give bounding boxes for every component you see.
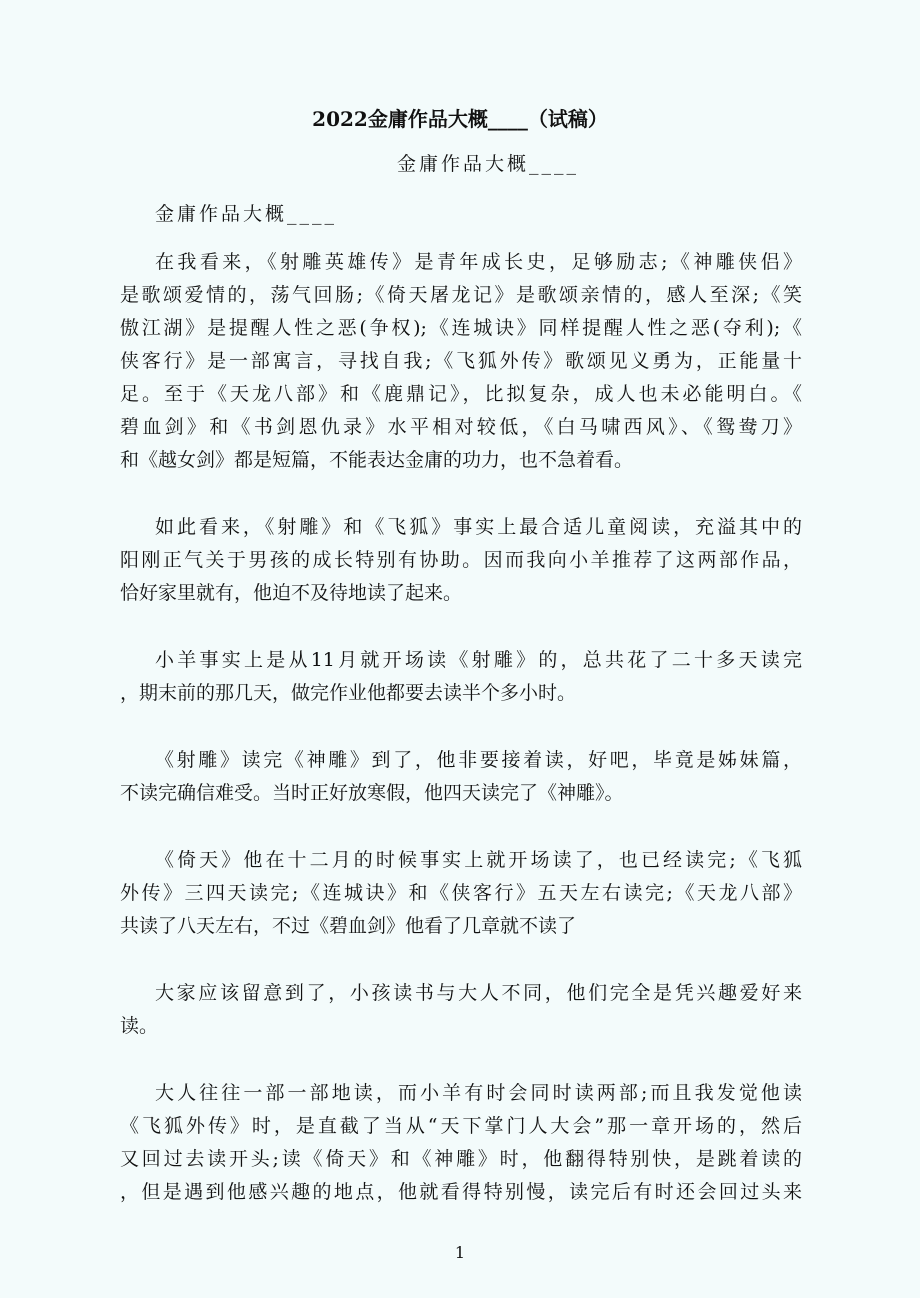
- paragraph: [120, 246, 802, 477]
- text-line: 在我看来，《射雕英雄传》是青年成长史，足够励志;《神雕侠侣》: [155, 251, 802, 273]
- text-line: 碧血剑》和《书剑恩仇录》水平相对较低，《白马啸西风》、《鸳鸯刀》: [120, 416, 802, 438]
- text-line: 《飞狐外传》时，是直截了当从“天下掌门人大会”那一章开场的，然后: [120, 1115, 802, 1137]
- paragraph: [120, 744, 802, 810]
- paragraph: [120, 644, 802, 710]
- text-line: 如此看来，《射雕》和《飞狐》事实上最合适儿童阅读，充溢其中的: [155, 516, 802, 538]
- text-line: 《倚天》他在十二月的时候事实上就开场读了，也已经读完;《飞狐: [155, 849, 802, 871]
- paragraph: [120, 1077, 802, 1209]
- text-line: ，期末前的那几天，做完作业他都要去读半个多小时。: [120, 682, 577, 704]
- text-line: 大人往往一部一部地读，而小羊有时会同时读两部;而且我发觉他读: [155, 1082, 802, 1104]
- text-line: 和《越女剑》都是短篇，不能表达金庸的功力，也不急着看。: [120, 449, 634, 471]
- text-line: 是歌颂爱情的，荡气回肠;《倚天屠龙记》是歌颂亲情的，感人至深;《笑: [120, 284, 802, 306]
- document-title: 2022金庸作品大概____（试稿）: [312, 107, 608, 131]
- text-line: 不读完确信难受。当时正好放寒假，他四天读完了《神雕》。: [120, 782, 624, 804]
- section-heading: 金庸作品大概____: [155, 203, 338, 225]
- paragraph: [120, 511, 802, 610]
- text-line: 小羊事实上是从11月就开场读《射雕》的，总共花了二十多天读完: [155, 649, 802, 671]
- text-line: 大家应该留意到了，小孩读书与大人不同，他们完全是凭兴趣爱好来: [155, 982, 802, 1004]
- text-line: 读。: [120, 1015, 159, 1037]
- text-line: 侠客行》是一部寓言，寻找自我;《飞狐外传》歌颂见义勇为，正能量十: [120, 350, 802, 372]
- paragraph: [120, 977, 802, 1043]
- text-line: 足。至于《天龙八部》和《鹿鼎记》，比拟复杂，成人也未必能明白。《: [120, 383, 802, 405]
- text-line: 恰好家里就有，他迫不及待地读了起来。: [120, 582, 463, 604]
- text-line: 《射雕》读完《神雕》到了，他非要接着读，好吧，毕竟是姊妹篇，: [155, 749, 802, 771]
- text-line: 共读了八天左右，不过《碧血剑》他看了几章就不读了: [120, 915, 577, 937]
- page-number: 1: [454, 1243, 466, 1262]
- text-line: ，但是遇到他感兴趣的地点，他就看得特别慢，读完后有时还会回过头来: [120, 1181, 802, 1203]
- paragraph: [120, 844, 802, 943]
- text-line: 外传》三四天读完;《连城诀》和《侠客行》五天左右读完;《天龙八部》: [120, 882, 802, 904]
- text-line: 傲江湖》是提醒人性之恶(争权);《连城诀》同样提醒人性之恶(夺利);《: [120, 317, 802, 339]
- document-body: [120, 246, 802, 1243]
- text-line: 又回过去读开头;读《倚天》和《神雕》时，他翻得特别快，是跳着读的: [120, 1148, 802, 1170]
- text-line: 阳刚正气关于男孩的成长特别有协助。因而我向小羊推荐了这两部作品，: [120, 549, 802, 571]
- document-subtitle: 金庸作品大概____: [397, 153, 580, 175]
